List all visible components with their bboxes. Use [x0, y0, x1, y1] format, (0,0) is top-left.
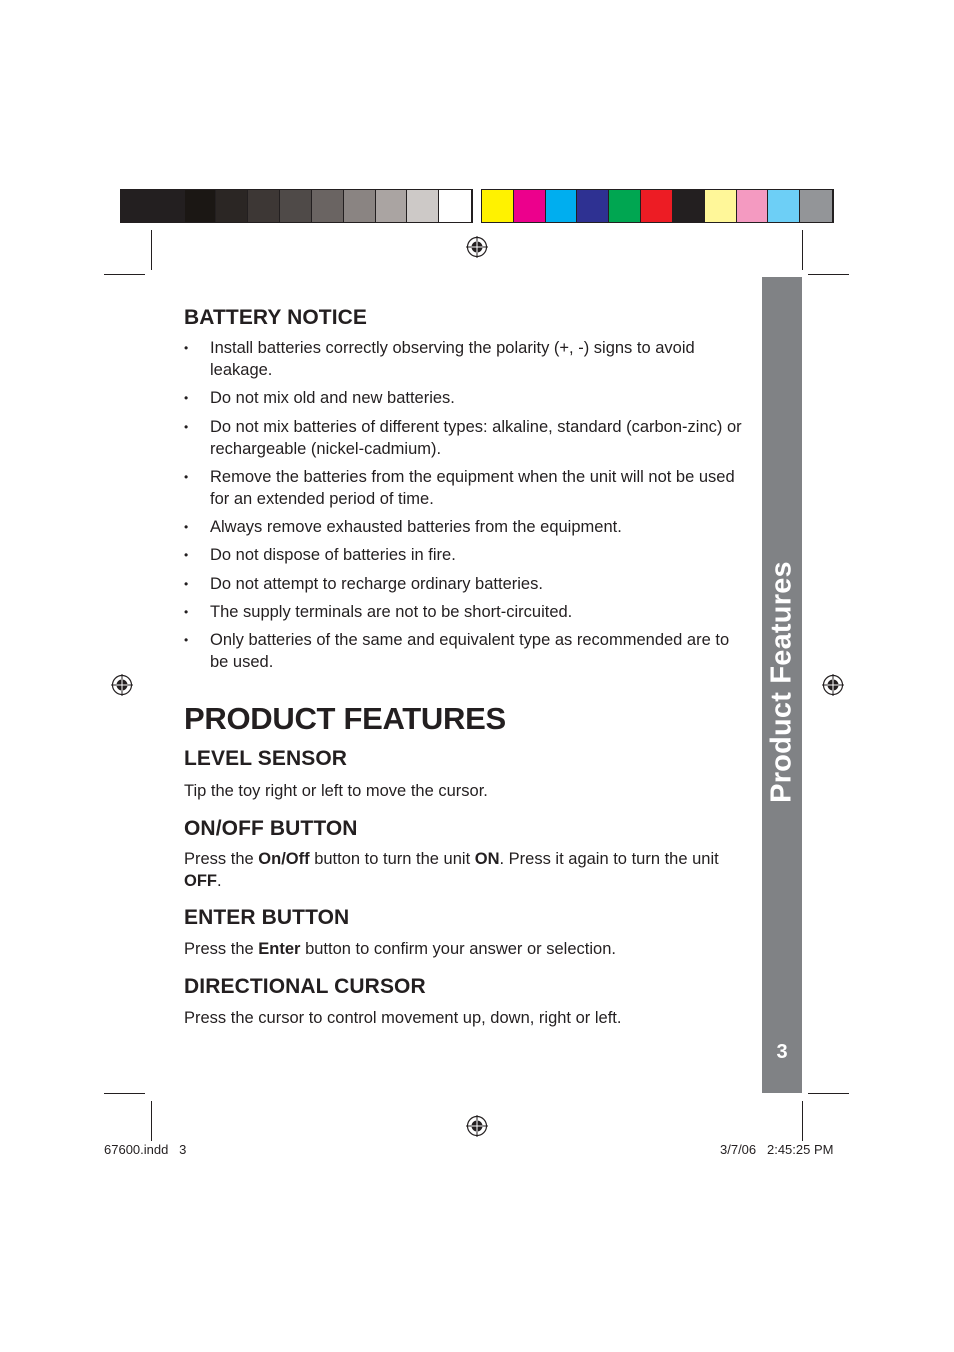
bullet-icon: •	[184, 341, 189, 355]
process-color-bar	[481, 189, 834, 223]
product-features-title: PRODUCT FEATURES	[184, 701, 506, 736]
list-item-text: Do not mix batteries of different types: alkaline, standard (carbon-zinc) or rechargeable (nickel-cadmium).	[210, 417, 742, 458]
list-item-text: Remove the batteries from the equipment when the unit will not be used for an extended period of time.	[210, 467, 735, 508]
color-swatch	[376, 190, 408, 222]
crop-mark	[802, 1101, 803, 1141]
registration-mark-icon	[466, 1115, 488, 1137]
on-off-button-text: Press the On/Off button to turn the unit ON. Press it again to turn the unit OFF.	[184, 850, 719, 890]
bullet-icon: •	[184, 548, 189, 563]
footer-file-info: 67600.indd 3	[104, 1142, 187, 1157]
bullet-icon: •	[184, 576, 189, 591]
color-swatch	[673, 190, 705, 222]
registration-mark-icon	[111, 674, 133, 696]
color-swatch	[280, 190, 312, 222]
list-item-text: Install batteries correctly observing the polarity (+, -) signs to avoid leakage.	[210, 339, 695, 379]
grayscale-color-bar	[120, 189, 473, 223]
list-item-text: Do not attempt to recharge ordinary batteries.	[210, 574, 543, 593]
color-swatch	[407, 190, 439, 222]
level-sensor-text: Tip the toy right or left to move the cursor.	[184, 782, 488, 800]
color-swatch	[705, 190, 737, 222]
color-swatch	[609, 190, 641, 222]
list-item	[184, 337, 744, 381]
directional-cursor-text: Press the cursor to control movement up, down, right or left.	[184, 1009, 622, 1027]
list-item	[184, 387, 744, 409]
color-swatch	[800, 190, 832, 222]
list-item-text: Do not dispose of batteries in fire.	[210, 546, 456, 565]
side-tab-label: Product Features	[765, 561, 798, 803]
page-number: 3	[776, 1041, 788, 1063]
bullet-icon: •	[184, 419, 189, 434]
list-item	[184, 416, 744, 460]
list-item	[184, 516, 744, 538]
crop-mark	[808, 1093, 849, 1094]
battery-notice-heading: BATTERY NOTICE	[184, 306, 368, 329]
list-item	[184, 466, 744, 510]
registration-mark-icon	[822, 674, 844, 696]
level-sensor-heading: LEVEL SENSOR	[184, 747, 348, 770]
bullet-icon: •	[184, 520, 189, 535]
color-swatch	[121, 190, 153, 222]
battery-notice-list	[184, 337, 744, 680]
color-swatch	[248, 190, 280, 222]
crop-mark	[151, 230, 152, 270]
color-swatch	[344, 190, 376, 222]
list-item	[184, 629, 744, 673]
color-swatch	[546, 190, 578, 222]
on-off-button-heading: ON/OFF BUTTON	[184, 817, 358, 840]
list-item-text: The supply terminals are not to be short-circuited.	[210, 603, 573, 622]
color-swatch	[312, 190, 344, 222]
list-item-text: Only batteries of the same and equivalent type as recommended are to be used.	[210, 631, 730, 672]
list-item	[184, 573, 744, 595]
color-swatch	[737, 190, 769, 222]
list-item-text: Always remove exhausted batteries from the equipment.	[210, 518, 622, 537]
crop-mark	[104, 274, 145, 275]
color-swatch	[514, 190, 546, 222]
color-swatch	[641, 190, 673, 222]
registration-mark-icon	[466, 236, 488, 258]
color-swatch	[768, 190, 800, 222]
list-item	[184, 601, 744, 623]
list-item	[184, 544, 744, 566]
bullet-icon: •	[184, 391, 189, 406]
crop-mark	[802, 230, 803, 270]
bullet-icon: •	[184, 633, 189, 648]
color-swatch	[439, 190, 471, 222]
color-swatch	[216, 190, 248, 222]
footer-timestamp: 3/7/06 2:45:25 PM	[720, 1142, 834, 1157]
directional-cursor-heading: DIRECTIONAL CURSOR	[184, 975, 426, 998]
enter-button-heading: ENTER BUTTON	[184, 906, 350, 929]
crop-mark	[808, 274, 849, 275]
color-swatch	[577, 190, 609, 222]
color-swatch	[153, 190, 185, 222]
enter-button-text: Press the Enter button to confirm your answer or selection.	[184, 940, 616, 958]
color-swatch	[482, 190, 514, 222]
color-swatch	[185, 190, 217, 222]
list-item-text: Do not mix old and new batteries.	[210, 389, 455, 408]
crop-mark	[151, 1101, 152, 1141]
bullet-icon: •	[184, 605, 189, 620]
crop-mark	[104, 1093, 145, 1094]
bullet-icon: •	[184, 469, 189, 484]
